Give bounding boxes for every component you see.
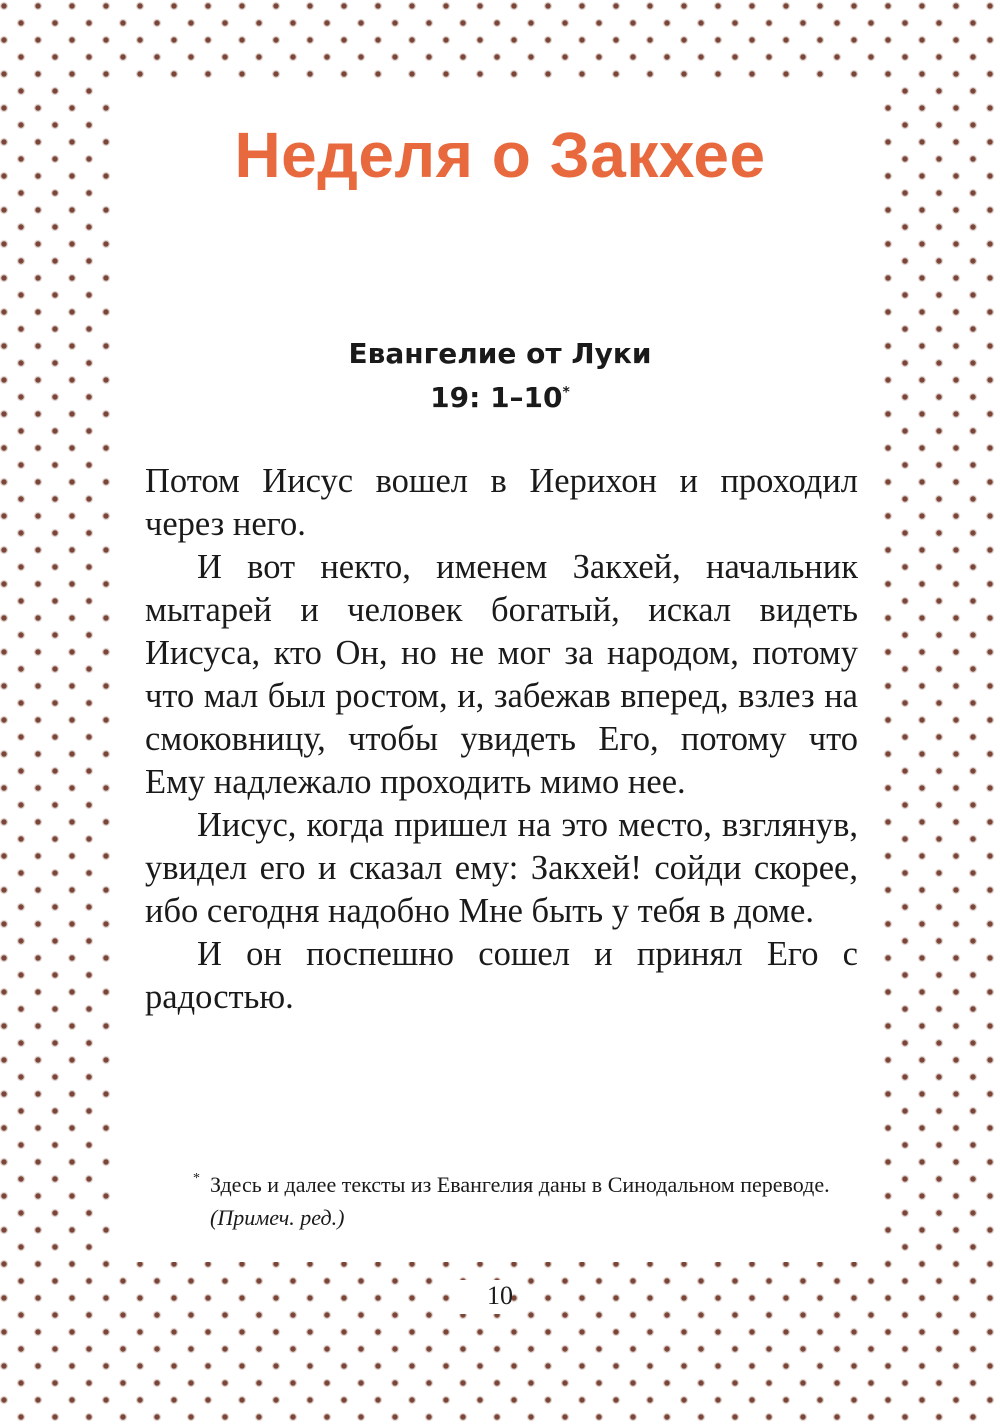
- gospel-reference: [0, 332, 1000, 420]
- page-number: 10: [487, 1281, 513, 1310]
- verse-reference: [0, 376, 1000, 420]
- editor-note: (Примеч. ред.): [210, 1205, 345, 1230]
- paragraph-3: Иисус, когда пришел на это место, взглянув, увидел его и сказал ему: Закхей! сойди скорее, ибо сегодня надобно Мне быть у тебя в доме.: [145, 806, 858, 930]
- footnote-marker: *: [562, 384, 570, 401]
- gospel-name: Евангелие от Луки: [348, 337, 652, 370]
- paragraph-4: И он поспешно сошел и принял Его с радостью.: [145, 935, 858, 1016]
- footnote-mark: *: [193, 1171, 200, 1186]
- verse-range: 19: 1–10: [430, 381, 563, 414]
- footnote-body: [193, 1168, 861, 1234]
- paragraph-2: И вот некто, именем Закхей, начальник мытарей и человек богатый, искал видеть Иисуса, кто Он, но не мог за народом, потому что мал был ростом, и, забежав вперед, взлез на смоковницу, чтобы увидеть Его, потому что Ему надлежало проходить мимо нее.: [145, 548, 858, 801]
- footnote-text: Здесь и далее тексты из Евангелия даны в Синодальном переводе.: [210, 1172, 830, 1197]
- footnote: [193, 1168, 861, 1234]
- paragraph-1: Потом Иисус вошел в Иерихон и проходил через него.: [145, 462, 858, 543]
- scripture-text: [145, 460, 858, 1019]
- page-title: Неделя о Закхее: [234, 119, 766, 191]
